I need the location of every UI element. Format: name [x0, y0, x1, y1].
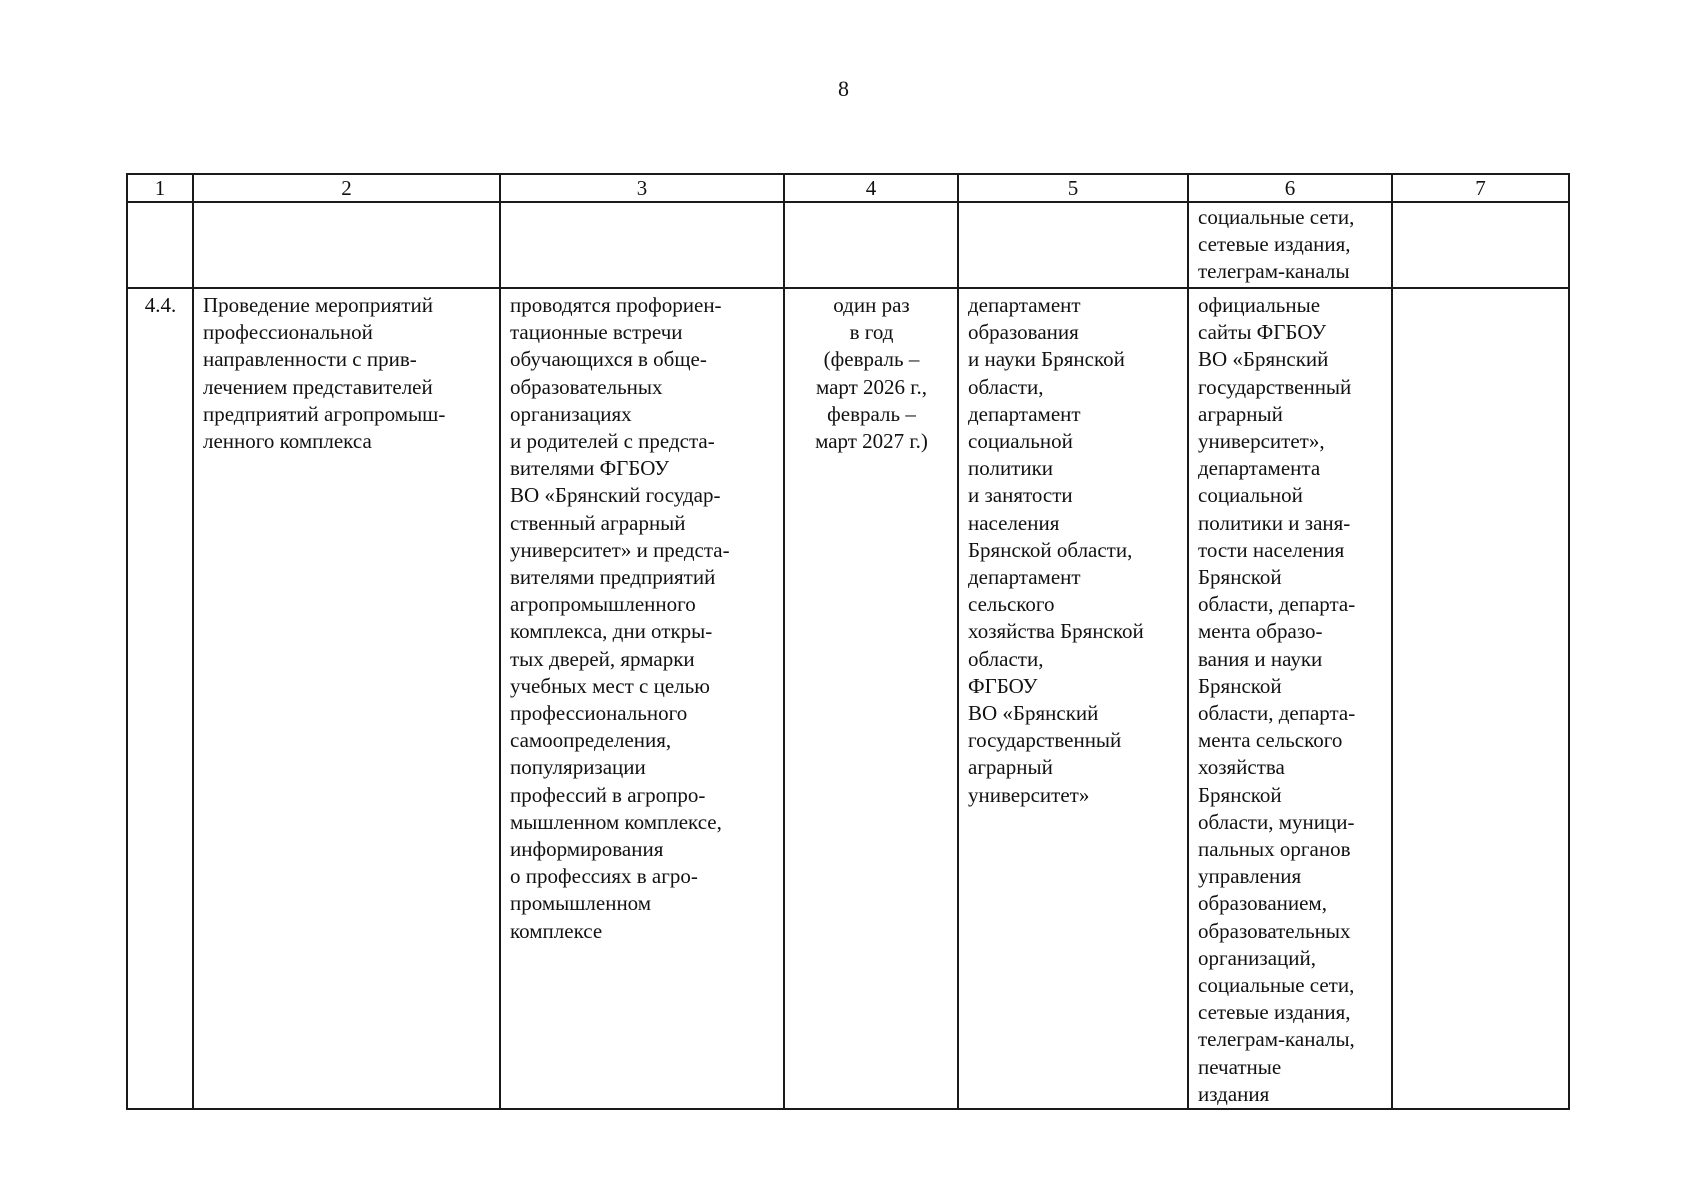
cell-continued-col-4	[784, 202, 958, 288]
header-col-5: 5	[958, 174, 1188, 202]
measures-table	[126, 173, 1570, 1110]
cell-event-name: Проведение мероприятий профессиональной направленности с прив- лечением представителей предприятий агропромыш- ленного комплекса	[193, 288, 500, 1109]
cell-continued-info-sources: социальные сети, сетевые издания, телеграм-каналы	[1188, 202, 1392, 288]
header-col-1: 1	[127, 174, 193, 202]
header-col-7: 7	[1392, 174, 1569, 202]
cell-continued-col-1	[127, 202, 193, 288]
cell-info-sources: официальные сайты ФГБОУ ВО «Брянский государственный аграрный университет», департамента социальной политики и заня- тости населения Брянской области, департа- мента образо- вания и науки Брянской области, департа- мента сельского хозяйства Брянской области, муници- пальных органов управления образованием, образовательных организаций, социальные сети, сетевые издания, телеграм-каналы, печатные издания	[1188, 288, 1392, 1109]
header-col-6: 6	[1188, 174, 1392, 202]
cell-item-number: 4.4.	[127, 288, 193, 1109]
cell-event-content: проводятся профориен- тационные встречи обучающихся в обще- образовательных организациях и родителей с предста- вителями ФГБОУ ВО «Брянский государ- ственный аграрный университет» и предста- вителями предприятий агропромышленного комплекса, дни откры- тых дверей, ярмарки учебных мест с целью профессионального самоопределения, популяризации профессий в агропро- мышленном комплексе, информирования о профессиях в агро- промышленном комплексе	[500, 288, 784, 1109]
header-col-2: 2	[193, 174, 500, 202]
table-row-continued	[127, 202, 1569, 288]
cell-continued-col-3	[500, 202, 784, 288]
cell-event-term: один раз в год (февраль – март 2026 г., февраль – март 2027 г.)	[784, 288, 958, 1109]
cell-continued-col-5	[958, 202, 1188, 288]
header-col-4: 4	[784, 174, 958, 202]
cell-continued-col-2	[193, 202, 500, 288]
cell-responsible: департамент образования и науки Брянской области, департамент социальной политики и занятости населения Брянской области, департамент сельского хозяйства Брянской области, ФГБОУ ВО «Брянский государственный аграрный университет»	[958, 288, 1188, 1109]
header-col-3: 3	[500, 174, 784, 202]
header-row	[127, 174, 1569, 202]
cell-continued-col-7	[1392, 202, 1569, 288]
page-number: 8	[838, 76, 849, 101]
cell-col-7	[1392, 288, 1569, 1109]
table-row-4-4	[127, 288, 1569, 1109]
